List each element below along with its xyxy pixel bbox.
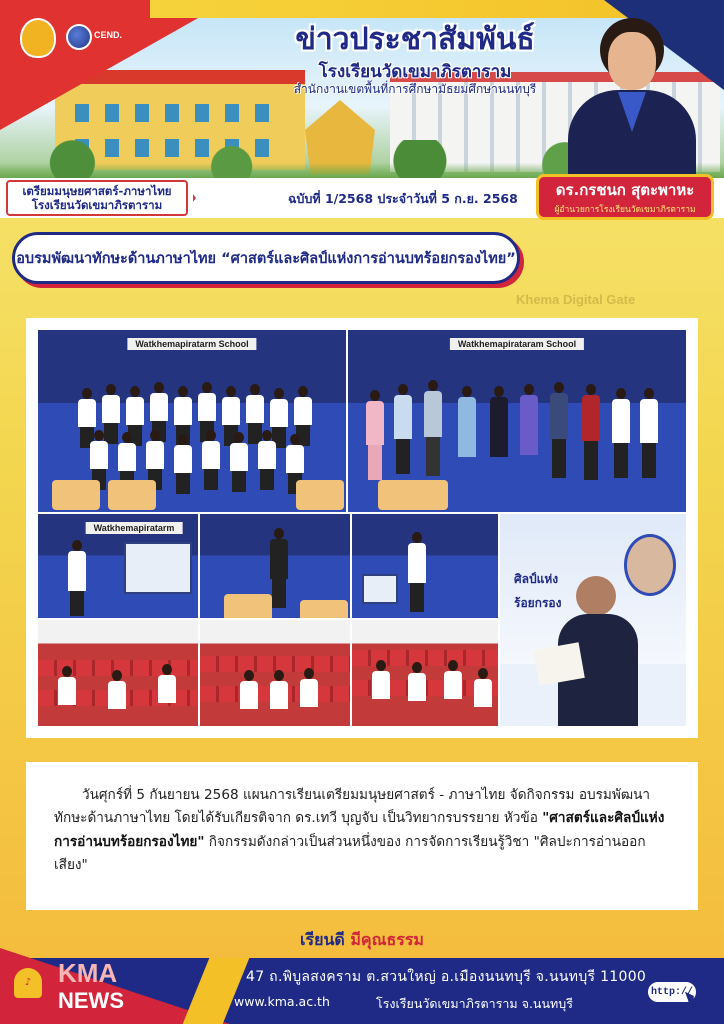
headline: อบรมพัฒนาทักษะด้านภาษาไทย “ศาสตร์และศิลป์แห่งการอ่านบทร้อยกรองไทย” (16, 250, 516, 267)
slide-title-2: ร้อยกรอง (514, 596, 562, 610)
school-name: โรงเรียนวัดเขมาภิรตาราม (318, 62, 512, 82)
article-topic: "ศาสตร์และศิลป์แห่งการอ่านบทร้อยกรองไทย" (54, 810, 665, 850)
http-link-button[interactable]: http:// (646, 980, 698, 1004)
photo-audience-2 (200, 620, 350, 726)
article-body (26, 762, 698, 910)
brand-kma: KMA (58, 958, 118, 988)
photo-student-presenting (352, 514, 498, 618)
bell-icon: ♪ (14, 968, 42, 998)
photo-guest-speaker (500, 514, 686, 726)
photo-teacher-front (200, 514, 350, 618)
footer-school-name: โรงเรียนวัดเขมาภิรตาราม จ.นนทบุรี (376, 996, 573, 1011)
school-seal-logo (20, 18, 56, 58)
brand-news: NEWS (58, 988, 124, 1013)
school-sign: Watkhemapirataram School (450, 338, 584, 350)
newsletter-title: ข่าวประชาสัมพันธ์ (295, 22, 535, 57)
partner-logo-text: CEND. (94, 30, 123, 40)
photo-group-standing (348, 330, 686, 512)
director-name-tag (536, 174, 714, 220)
globe-logo-icon (66, 24, 92, 50)
photo-audience-3 (352, 620, 498, 726)
photo-group-seated (38, 330, 346, 512)
issue-date: ฉบับที่ 1/2568 ประจำวันที่ 5 ก.ย. 2568 (288, 191, 518, 206)
article-text-2: กิจกรรมดังกล่าวเป็นส่วนหนึ่งของ การจัดการเรียนรู้วิชา "ศิลปะการอ่านออกเสียง" (54, 833, 646, 874)
slogan-part-1: เรียนดี (300, 930, 351, 949)
slide-title-1: ศิลป์แห่ง (514, 572, 559, 586)
article-paragraph (54, 784, 670, 878)
slogan-part-2: มีคุณธรรม (350, 930, 424, 949)
article-text-1: วันศุกร์ที่ 5 กันยายน 2568 แผนการเรียนเตรียมมนุษยศาสตร์ - ภาษาไทย จัดกิจกรรม อบรมพัฒนาทักษะด้านภาษาไทย โดยได้รับเกียรติจาก ดร.เทวี บุญจับ เป็นวิทยากรบรรยาย หัวข้อ (54, 787, 651, 827)
slide-speaker-photo (624, 534, 676, 596)
director-name: ดร.กรชนก สุตะพาหะ (555, 181, 695, 199)
headline-box (12, 232, 520, 284)
program-tag (6, 180, 188, 216)
photo-student-speaker (38, 514, 198, 618)
director-role: ผู้อำนวยการโรงเรียนวัดเขมาภิรตาราม (554, 205, 696, 215)
program-line-1: เตรียมมนุษยศาสตร์-ภาษาไทย (22, 183, 172, 198)
school-address: 47 ถ.พิบูลสงคราม ต.สวนใหญ่ อ.เมืองนนทบุรี จ.นนทบุรี 11000 (246, 969, 647, 985)
education-office: สำนักงานเขตพื้นที่การศึกษามัธยมศึกษานนทบุรี (293, 82, 537, 96)
website-link[interactable]: www.kma.ac.th (234, 994, 330, 1009)
photo-audience-1 (38, 620, 198, 726)
photo-collage (26, 318, 698, 738)
school-sign: Watkhemapiratarm (86, 522, 183, 534)
speaker-head (576, 576, 616, 616)
school-sign: Watkhemapiratarm School (127, 338, 256, 350)
director-portrait (562, 10, 702, 178)
program-line-2: โรงเรียนวัดเขมาภิรตาราม (31, 198, 163, 212)
watermark: Khema Digital Gate (516, 292, 636, 307)
